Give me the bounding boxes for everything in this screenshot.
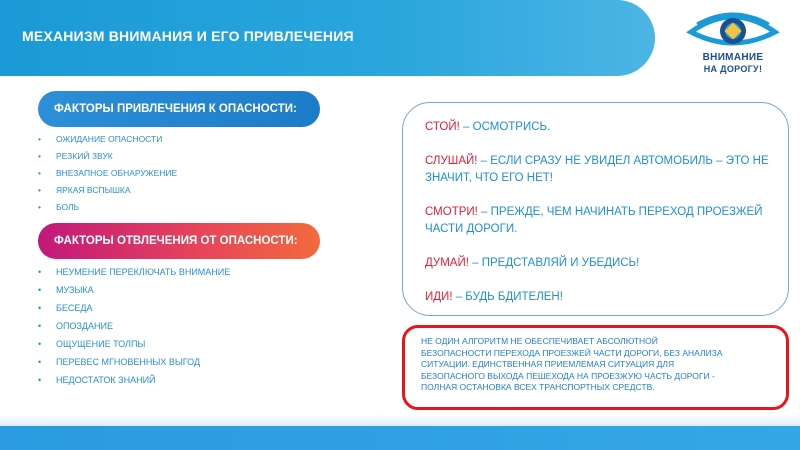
rule-head: СМОТРИ! xyxy=(425,206,478,218)
rule-text: – БУДЬ БДИТЕЛЕН! xyxy=(452,291,563,303)
footer-bar xyxy=(0,426,800,450)
rule-look xyxy=(425,204,778,238)
warning-text: НЕ ОДИН АЛГОРИТМ НЕ ОБЕСПЕЧИВАЕТ АБСОЛЮТНОЙ БЕЗОПАСНОСТИ ПЕРЕХОДА ПРОЕЗЖЕЙ ЧАСТИ ДОРОГИ, БЕЗ АНАЛИЗА СИТУАЦИИ. ЕДИНСТВЕННАЯ ПРИЕМЛЕМАЯ СИТУАЦИЯ ДЛЯ БЕЗОПАСНОГО ВЫХОДА ПЕШЕХОДА НА ПРОЕЗЖУЮ ЧАСТЬ ДОРОГИ - ПОЛНАЯ ОСТАНОВКА ВСЕХ ТРАНСПОРТНЫХ СРЕДСТВ. xyxy=(421,336,723,393)
warning-box xyxy=(402,325,789,410)
distract-factors-title: ФАКТОРЫ ОТВЛЕЧЕНИЯ ОТ ОПАСНОСТИ: xyxy=(38,223,320,259)
list-item: • НЕУМЕНИЕ ПЕРЕКЛЮЧАТЬ ВНИМАНИЕ xyxy=(38,263,230,281)
list-item: • ЯРКАЯ ВСПЫШКА xyxy=(38,182,177,199)
list-item: • НЕДОСТАТОК ЗНАНИЙ xyxy=(38,371,230,389)
list-item: • ОПОЗДАНИЕ xyxy=(38,317,230,335)
logo-text-line1: ВНИМАНИЕ xyxy=(702,52,764,63)
distract-factors-list xyxy=(38,263,230,389)
logo xyxy=(683,10,783,78)
rule-listen xyxy=(425,153,778,187)
attract-factors-title: ФАКТОРЫ ПРИВЛЕЧЕНИЯ К ОПАСНОСТИ: xyxy=(38,91,320,127)
rule-head: СТОЙ! xyxy=(425,121,460,133)
rule-head: ДУМАЙ! xyxy=(425,257,469,269)
rule-text: – ОСМОТРИСЬ. xyxy=(459,121,551,133)
footer-fade xyxy=(0,414,800,426)
list-item: • ПЕРЕВЕС МГНОВЕННЫХ ВЫГОД xyxy=(38,353,230,371)
page-title: МЕХАНИЗМ ВНИМАНИЯ И ЕГО ПРИВЛЕЧЕНИЯ xyxy=(22,28,354,44)
rule-head: ИДИ! xyxy=(425,291,453,303)
list-item: • БЕСЕДА xyxy=(38,299,230,317)
list-item: • ВНЕЗАПНОЕ ОБНАРУЖЕНИЕ xyxy=(38,165,177,182)
list-item: • ОЖИДАНИЕ ОПАСНОСТИ xyxy=(38,131,177,148)
logo-text-line2: НА ДОРОГУ! xyxy=(703,64,763,74)
rule-head: СЛУШАЙ! xyxy=(425,155,478,167)
list-item: • ОЩУЩЕНИЕ ТОЛПЫ xyxy=(38,335,230,353)
list-item: • МУЗЫКА xyxy=(38,281,230,299)
rule-think xyxy=(425,255,778,272)
rules-box xyxy=(402,102,789,316)
rule-stop xyxy=(425,119,778,136)
rule-text: – ПРЕДСТАВЛЯЙ И УБЕДИСЬ! xyxy=(468,257,640,269)
attract-factors-list xyxy=(38,131,177,216)
rule-text: – ЕСЛИ СРАЗУ НЕ УВИДЕЛ АВТОМОБИЛЬ – ЭТО НЕ ЗНАЧИТ, ЧТО ЕГО НЕТ! xyxy=(425,155,769,184)
rule-go xyxy=(425,289,778,306)
eye-icon xyxy=(683,10,783,52)
rule-text: – ПРЕЖДЕ, ЧЕМ НАЧИНАТЬ ПЕРЕХОД ПРОЕЗЖЕЙ ЧАСТИ ДОРОГИ. xyxy=(425,206,763,235)
list-item: • БОЛЬ xyxy=(38,199,177,216)
list-item: • РЕЗКИЙ ЗВУК xyxy=(38,148,177,165)
